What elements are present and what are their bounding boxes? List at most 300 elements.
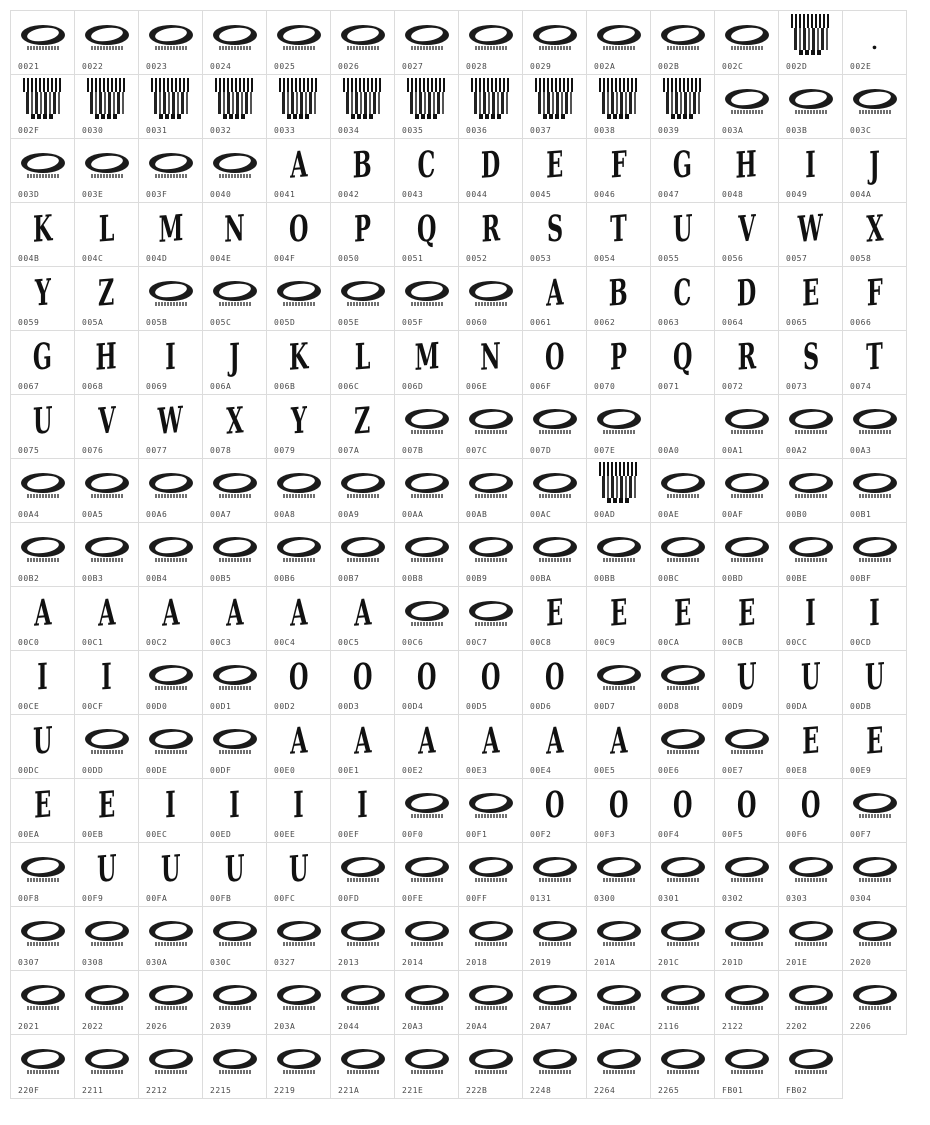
glyph-cell[interactable]: [778, 906, 843, 971]
glyph-cell[interactable]: [650, 586, 715, 651]
glyph-cell[interactable]: [74, 714, 139, 779]
glyph-codepoint: 0040: [210, 190, 232, 199]
glyph-cell[interactable]: [842, 714, 907, 779]
glyph-cell[interactable]: [522, 458, 587, 523]
glyph-character: Y: [34, 271, 51, 315]
glyph-cell[interactable]: [202, 74, 267, 139]
glyph-cell[interactable]: [458, 10, 523, 75]
glyph-cell[interactable]: [330, 650, 395, 715]
glyph-codepoint: 0327: [274, 958, 296, 967]
glyph-cell[interactable]: [586, 778, 651, 843]
glyph-cell[interactable]: [522, 74, 587, 139]
glyph-cell[interactable]: [202, 10, 267, 75]
glyph-cell[interactable]: [778, 10, 843, 75]
glyph-cell[interactable]: [138, 266, 203, 331]
glyph-cell[interactable]: [10, 10, 75, 75]
glyph-cell[interactable]: [138, 74, 203, 139]
glyph-cell[interactable]: [586, 842, 651, 907]
glyph-cell[interactable]: [778, 266, 843, 331]
glyph-cell[interactable]: [586, 714, 651, 779]
glyph-cell[interactable]: [74, 586, 139, 651]
glyph-cell[interactable]: [714, 970, 779, 1035]
glyph-cell[interactable]: [714, 202, 779, 267]
glyph-cell[interactable]: [778, 138, 843, 203]
glyph-cell[interactable]: [714, 74, 779, 139]
glyph-cell[interactable]: [586, 202, 651, 267]
drip-glyph: [151, 78, 191, 124]
glyph-cell[interactable]: [778, 202, 843, 267]
glyph-cell[interactable]: [778, 586, 843, 651]
glyph-codepoint: 00A8: [274, 510, 296, 519]
logo-glyph: [147, 534, 195, 564]
glyph-cell[interactable]: [842, 650, 907, 715]
glyph-character: I: [165, 335, 176, 379]
glyph-preview: [267, 397, 330, 445]
glyph-cell[interactable]: [10, 202, 75, 267]
glyph-cell[interactable]: [842, 906, 907, 971]
glyph-cell[interactable]: [522, 138, 587, 203]
glyph-cell[interactable]: [522, 906, 587, 971]
glyph-cell[interactable]: [202, 970, 267, 1035]
glyph-cell[interactable]: [650, 714, 715, 779]
glyph-cell[interactable]: [202, 586, 267, 651]
glyph-cell[interactable]: [458, 394, 523, 459]
glyph-cell[interactable]: [842, 330, 907, 395]
glyph-character: I: [37, 655, 48, 699]
glyph-cell[interactable]: [458, 74, 523, 139]
glyph-cell[interactable]: [650, 1034, 715, 1099]
glyph-cell[interactable]: [202, 138, 267, 203]
glyph-cell[interactable]: [522, 522, 587, 587]
glyph-cell[interactable]: [586, 1034, 651, 1099]
glyph-cell[interactable]: [650, 394, 715, 459]
glyph-cell[interactable]: [330, 778, 395, 843]
glyph-cell[interactable]: [394, 714, 459, 779]
glyph-preview: [331, 397, 394, 445]
glyph-cell[interactable]: [266, 330, 331, 395]
glyph-cell[interactable]: [138, 394, 203, 459]
glyph-cell[interactable]: [650, 10, 715, 75]
glyph-preview: [459, 141, 522, 189]
glyph-cell[interactable]: [778, 842, 843, 907]
glyph-cell[interactable]: [266, 778, 331, 843]
glyph-cell[interactable]: [10, 138, 75, 203]
glyph-cell[interactable]: [10, 74, 75, 139]
glyph-cell[interactable]: [522, 586, 587, 651]
glyph-preview: [11, 909, 74, 957]
glyph-cell[interactable]: [458, 138, 523, 203]
glyph-cell[interactable]: [650, 458, 715, 523]
logo-glyph: [467, 534, 515, 564]
glyph-cell[interactable]: [138, 778, 203, 843]
glyph-cell[interactable]: [394, 970, 459, 1035]
glyph-cell[interactable]: [842, 586, 907, 651]
glyph-codepoint: 2116: [658, 1022, 680, 1031]
glyph-cell[interactable]: [714, 522, 779, 587]
glyph-codepoint: 00FB: [210, 894, 232, 903]
glyph-cell[interactable]: [778, 394, 843, 459]
glyph-codepoint: 00F3: [594, 830, 616, 839]
glyph-cell[interactable]: [202, 778, 267, 843]
logo-glyph: [83, 470, 131, 500]
glyph-cell[interactable]: [586, 970, 651, 1035]
glyph-cell[interactable]: [458, 778, 523, 843]
glyph-cell[interactable]: [842, 266, 907, 331]
glyph-cell[interactable]: [202, 906, 267, 971]
glyph-cell[interactable]: [714, 10, 779, 75]
glyph-preview: [587, 397, 650, 445]
glyph-cell[interactable]: [10, 970, 75, 1035]
glyph-cell[interactable]: [842, 458, 907, 523]
glyph-cell[interactable]: [778, 970, 843, 1035]
glyph-cell[interactable]: [458, 202, 523, 267]
glyph-cell[interactable]: [778, 1034, 843, 1099]
glyph-cell[interactable]: [394, 906, 459, 971]
glyph-preview: [779, 973, 842, 1021]
glyph-cell[interactable]: [266, 266, 331, 331]
glyph-character: I: [101, 655, 112, 699]
glyph-cell[interactable]: [138, 10, 203, 75]
glyph-cell[interactable]: [458, 650, 523, 715]
glyph-cell[interactable]: [330, 394, 395, 459]
glyph-cell[interactable]: [458, 458, 523, 523]
glyph-cell[interactable]: [266, 74, 331, 139]
glyph-cell[interactable]: [10, 906, 75, 971]
glyph-cell[interactable]: [778, 778, 843, 843]
drip-glyph: [599, 462, 639, 508]
glyph-preview: [523, 461, 586, 509]
glyph-cell[interactable]: [586, 74, 651, 139]
glyph-cell[interactable]: [74, 906, 139, 971]
glyph-cell[interactable]: [586, 906, 651, 971]
glyph-cell[interactable]: [138, 458, 203, 523]
logo-glyph: [531, 22, 579, 52]
glyph-codepoint: 003F: [146, 190, 168, 199]
logo-glyph: [83, 726, 131, 756]
glyph-cell[interactable]: [10, 714, 75, 779]
glyph-cell[interactable]: [650, 650, 715, 715]
glyph-preview: [779, 397, 842, 445]
glyph-cell[interactable]: [394, 778, 459, 843]
glyph-codepoint: 00DC: [18, 766, 40, 775]
glyph-cell[interactable]: [778, 74, 843, 139]
glyph-cell[interactable]: [202, 650, 267, 715]
glyph-cell[interactable]: [714, 138, 779, 203]
glyph-cell[interactable]: [138, 970, 203, 1035]
glyph-cell[interactable]: [842, 74, 907, 139]
glyph-cell[interactable]: [650, 970, 715, 1035]
glyph-cell[interactable]: [330, 522, 395, 587]
glyph-cell[interactable]: [842, 842, 907, 907]
glyph-character: I: [805, 591, 816, 635]
glyph-cell[interactable]: [394, 586, 459, 651]
glyph-cell[interactable]: [138, 1034, 203, 1099]
glyph-cell[interactable]: [10, 330, 75, 395]
glyph-cell[interactable]: [202, 330, 267, 395]
glyph-codepoint: 00C9: [594, 638, 616, 647]
glyph-cell[interactable]: [394, 394, 459, 459]
glyph-cell[interactable]: [10, 1034, 75, 1099]
glyph-cell[interactable]: [266, 1034, 331, 1099]
glyph-preview: [843, 717, 906, 765]
glyph-cell[interactable]: [138, 330, 203, 395]
glyph-cell[interactable]: [394, 1034, 459, 1099]
glyph-codepoint: 002F: [18, 126, 40, 135]
glyph-character: I: [805, 143, 816, 187]
glyph-preview: [267, 13, 330, 61]
glyph-cell[interactable]: [330, 10, 395, 75]
glyph-cell[interactable]: [202, 1034, 267, 1099]
glyph-cell[interactable]: [10, 842, 75, 907]
glyph-cell[interactable]: [394, 650, 459, 715]
glyph-cell[interactable]: [394, 330, 459, 395]
glyph-cell[interactable]: [330, 458, 395, 523]
glyph-cell[interactable]: [266, 138, 331, 203]
glyph-cell[interactable]: [842, 138, 907, 203]
glyph-cell[interactable]: [330, 74, 395, 139]
glyph-cell[interactable]: [842, 970, 907, 1035]
glyph-preview: [587, 77, 650, 125]
glyph-cell[interactable]: [458, 970, 523, 1035]
glyph-cell[interactable]: [74, 266, 139, 331]
glyph-codepoint: 007C: [466, 446, 488, 455]
glyph-cell[interactable]: [394, 842, 459, 907]
glyph-cell[interactable]: [266, 970, 331, 1035]
glyph-character: E: [801, 271, 820, 315]
glyph-cell[interactable]: [330, 586, 395, 651]
glyph-cell[interactable]: [74, 330, 139, 395]
glyph-cell[interactable]: [458, 330, 523, 395]
glyph-cell[interactable]: [138, 138, 203, 203]
glyph-cell[interactable]: [714, 394, 779, 459]
glyph-cell[interactable]: [394, 458, 459, 523]
glyph-cell[interactable]: [458, 1034, 523, 1099]
glyph-cell[interactable]: [202, 458, 267, 523]
glyph-cell[interactable]: [522, 394, 587, 459]
glyph-cell[interactable]: [74, 74, 139, 139]
glyph-cell[interactable]: [778, 714, 843, 779]
glyph-cell[interactable]: [586, 330, 651, 395]
glyph-cell[interactable]: [330, 842, 395, 907]
glyph-preview: [459, 1037, 522, 1085]
glyph-cell[interactable]: [714, 1034, 779, 1099]
glyph-cell[interactable]: [586, 522, 651, 587]
glyph-cell[interactable]: [138, 522, 203, 587]
glyph-cell[interactable]: [778, 522, 843, 587]
glyph-cell[interactable]: [330, 266, 395, 331]
glyph-cell[interactable]: [330, 714, 395, 779]
glyph-cell[interactable]: [266, 10, 331, 75]
glyph-preview: [651, 461, 714, 509]
glyph-cell[interactable]: [266, 714, 331, 779]
glyph-cell[interactable]: [266, 458, 331, 523]
glyph-cell[interactable]: [74, 458, 139, 523]
glyph-codepoint: 0071: [658, 382, 680, 391]
glyph-cell[interactable]: [394, 10, 459, 75]
glyph-cell[interactable]: [522, 10, 587, 75]
glyph-cell[interactable]: [202, 394, 267, 459]
glyph-codepoint: 002E: [850, 62, 872, 71]
glyph-cell[interactable]: [266, 842, 331, 907]
glyph-cell[interactable]: [842, 394, 907, 459]
glyph-cell[interactable]: [458, 842, 523, 907]
glyph-cell[interactable]: [714, 266, 779, 331]
glyph-cell[interactable]: [522, 714, 587, 779]
glyph-cell[interactable]: [650, 842, 715, 907]
glyph-cell[interactable]: [74, 202, 139, 267]
glyph-cell[interactable]: [330, 906, 395, 971]
glyph-cell[interactable]: [522, 202, 587, 267]
glyph-cell[interactable]: [74, 522, 139, 587]
glyph-cell[interactable]: [394, 266, 459, 331]
glyph-cell[interactable]: [842, 10, 907, 75]
glyph-cell[interactable]: [586, 458, 651, 523]
glyph-cell[interactable]: [74, 10, 139, 75]
glyph-cell[interactable]: [394, 74, 459, 139]
glyph-cell[interactable]: [330, 1034, 395, 1099]
glyph-cell[interactable]: [778, 458, 843, 523]
glyph-cell[interactable]: [458, 714, 523, 779]
glyph-cell[interactable]: [330, 330, 395, 395]
glyph-cell[interactable]: [202, 266, 267, 331]
glyph-cell[interactable]: [778, 330, 843, 395]
glyph-preview: [651, 205, 714, 253]
glyph-cell[interactable]: [202, 714, 267, 779]
glyph-character: I: [869, 591, 880, 635]
glyph-preview: [395, 653, 458, 701]
glyph-character: A: [289, 143, 308, 187]
glyph-cell[interactable]: [714, 778, 779, 843]
glyph-cell[interactable]: [266, 522, 331, 587]
glyph-cell[interactable]: [10, 586, 75, 651]
glyph-preview: [459, 973, 522, 1021]
glyph-codepoint: 003D: [18, 190, 40, 199]
glyph-codepoint: 006D: [402, 382, 424, 391]
glyph-codepoint: 0037: [530, 126, 552, 135]
glyph-codepoint: 0061: [530, 318, 552, 327]
glyph-cell[interactable]: [74, 842, 139, 907]
glyph-cell[interactable]: [330, 202, 395, 267]
glyph-cell[interactable]: [266, 586, 331, 651]
glyph-preview: [139, 397, 202, 445]
glyph-cell[interactable]: [202, 202, 267, 267]
glyph-cell[interactable]: [138, 202, 203, 267]
glyph-character: A: [545, 719, 564, 763]
glyph-cell[interactable]: [10, 650, 75, 715]
glyph-cell[interactable]: [650, 138, 715, 203]
glyph-cell[interactable]: [10, 522, 75, 587]
glyph-preview: [715, 77, 778, 125]
glyph-cell[interactable]: [10, 266, 75, 331]
glyph-cell[interactable]: [522, 266, 587, 331]
glyph-cell[interactable]: [138, 842, 203, 907]
glyph-cell[interactable]: [74, 650, 139, 715]
glyph-cell[interactable]: [266, 394, 331, 459]
glyph-codepoint: 00F2: [530, 830, 552, 839]
glyph-cell[interactable]: [650, 330, 715, 395]
glyph-cell[interactable]: [458, 522, 523, 587]
glyph-cell[interactable]: [202, 522, 267, 587]
glyph-cell[interactable]: [522, 1034, 587, 1099]
glyph-cell[interactable]: [330, 970, 395, 1035]
glyph-cell[interactable]: [138, 650, 203, 715]
glyph-cell[interactable]: [10, 778, 75, 843]
glyph-cell[interactable]: [586, 650, 651, 715]
glyph-cell[interactable]: [522, 778, 587, 843]
glyph-cell[interactable]: [650, 202, 715, 267]
glyph-cell[interactable]: [714, 458, 779, 523]
glyph-cell[interactable]: [394, 202, 459, 267]
glyph-cell[interactable]: [330, 138, 395, 203]
glyph-cell[interactable]: [650, 522, 715, 587]
glyph-cell[interactable]: [842, 522, 907, 587]
glyph-preview: [459, 269, 522, 317]
glyph-cell[interactable]: [74, 970, 139, 1035]
glyph-cell[interactable]: [74, 394, 139, 459]
glyph-cell[interactable]: [522, 330, 587, 395]
glyph-cell[interactable]: [586, 138, 651, 203]
glyph-cell[interactable]: [714, 906, 779, 971]
glyph-cell[interactable]: [586, 10, 651, 75]
glyph-cell[interactable]: [10, 458, 75, 523]
logo-glyph: [787, 406, 835, 436]
glyph-codepoint: 00EC: [146, 830, 168, 839]
glyph-cell[interactable]: [714, 842, 779, 907]
glyph-cell[interactable]: [74, 1034, 139, 1099]
glyph-cell[interactable]: [458, 906, 523, 971]
glyph-cell[interactable]: [266, 202, 331, 267]
glyph-cell[interactable]: [74, 138, 139, 203]
glyph-cell[interactable]: [522, 842, 587, 907]
glyph-cell[interactable]: [714, 714, 779, 779]
glyph-cell[interactable]: [650, 906, 715, 971]
glyph-cell[interactable]: [650, 778, 715, 843]
glyph-cell[interactable]: [394, 138, 459, 203]
glyph-cell[interactable]: [586, 586, 651, 651]
glyph-cell[interactable]: [266, 650, 331, 715]
glyph-cell[interactable]: [458, 586, 523, 651]
glyph-cell[interactable]: [138, 586, 203, 651]
glyph-cell[interactable]: [202, 842, 267, 907]
glyph-cell[interactable]: [458, 266, 523, 331]
glyph-codepoint: 20AC: [594, 1022, 616, 1031]
glyph-cell[interactable]: [522, 970, 587, 1035]
glyph-cell[interactable]: [650, 74, 715, 139]
glyph-cell[interactable]: [842, 202, 907, 267]
glyph-cell[interactable]: [74, 778, 139, 843]
glyph-cell[interactable]: [714, 330, 779, 395]
glyph-cell[interactable]: [522, 650, 587, 715]
glyph-cell[interactable]: [586, 266, 651, 331]
glyph-cell[interactable]: [586, 394, 651, 459]
glyph-cell[interactable]: [394, 522, 459, 587]
glyph-cell[interactable]: [266, 906, 331, 971]
glyph-cell[interactable]: [714, 650, 779, 715]
glyph-cell[interactable]: [138, 714, 203, 779]
glyph-codepoint: 00BD: [722, 574, 744, 583]
glyph-character: G: [672, 143, 693, 187]
glyph-cell[interactable]: [650, 266, 715, 331]
glyph-codepoint: 00FA: [146, 894, 168, 903]
logo-glyph: [467, 918, 515, 948]
glyph-cell[interactable]: [10, 394, 75, 459]
glyph-cell[interactable]: [842, 778, 907, 843]
glyph-cell[interactable]: [778, 650, 843, 715]
glyph-cell[interactable]: [714, 586, 779, 651]
glyph-cell[interactable]: [138, 906, 203, 971]
logo-glyph: [723, 726, 771, 756]
logo-glyph: [787, 534, 835, 564]
